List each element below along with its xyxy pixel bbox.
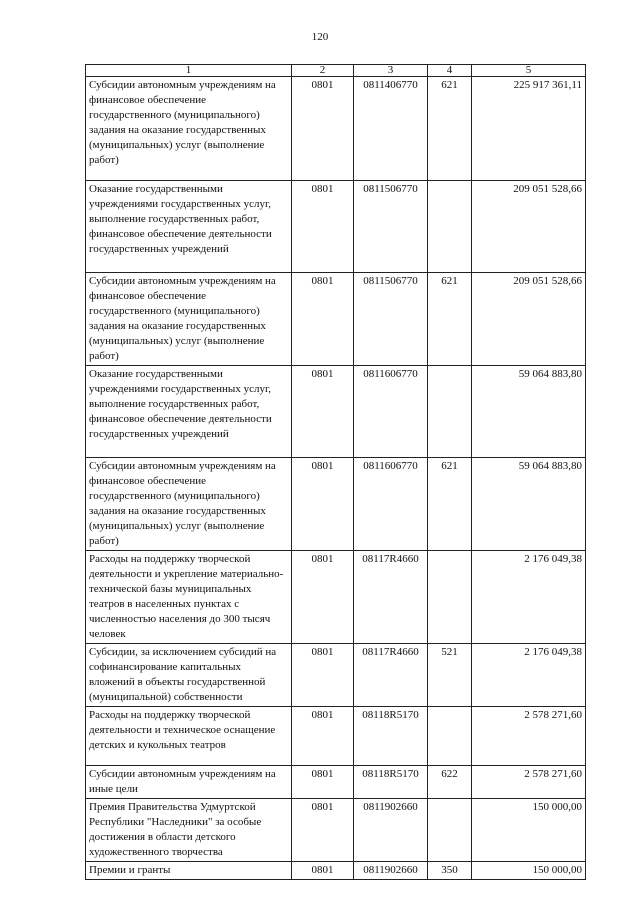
- row-amount: 2 578 271,60: [472, 766, 586, 799]
- row-name: Субсидии автономным учреждениям на финансовое обеспечение государственного (муниципального) задания на оказание государственных (муниципальных) услуг (выполнение работ): [86, 458, 292, 551]
- row-target: 08118R5170: [354, 766, 428, 799]
- row-target: 0811606770: [354, 366, 428, 458]
- row-name: Субсидии автономным учреждениям на финансовое обеспечение государственного (муниципального) задания на оказание государственных (муниципальных) услуг (выполнение работ): [86, 273, 292, 366]
- row-section: 0801: [292, 862, 354, 880]
- row-type: 621: [428, 273, 472, 366]
- table-row: [86, 766, 586, 799]
- table-row: [86, 799, 586, 862]
- table-row: [86, 77, 586, 181]
- row-amount: 150 000,00: [472, 862, 586, 880]
- row-amount: 59 064 883,80: [472, 366, 586, 458]
- row-amount: 209 051 528,66: [472, 181, 586, 273]
- row-name: Оказание государственными учреждениями государственных услуг, выполнение государственных работ, финансовое обеспечение деятельности государственных учреждений: [86, 181, 292, 273]
- row-name: Расходы на поддержку творческой деятельности и техническое оснащение детских и кукольных театров: [86, 707, 292, 766]
- row-target: 0811902660: [354, 799, 428, 862]
- row-amount: 59 064 883,80: [472, 458, 586, 551]
- row-target: 0811902660: [354, 862, 428, 880]
- row-section: 0801: [292, 644, 354, 707]
- budget-table: [85, 64, 586, 880]
- row-type: [428, 181, 472, 273]
- row-name: Премии и гранты: [86, 862, 292, 880]
- row-section: 0801: [292, 766, 354, 799]
- row-amount: 2 578 271,60: [472, 707, 586, 766]
- table-row: [86, 551, 586, 644]
- row-target: 08118R5170: [354, 707, 428, 766]
- table-row: [86, 181, 586, 273]
- row-type: [428, 366, 472, 458]
- row-name: Премия Правительства Удмуртской Республики "Наследники" за особые достижения в области детского художественного творчества: [86, 799, 292, 862]
- row-type: 350: [428, 862, 472, 880]
- row-type: 621: [428, 458, 472, 551]
- table-row: [86, 458, 586, 551]
- row-name: Субсидии, за исключением субсидий на софинансирование капитальных вложений в объекты государственной (муниципальной) собственности: [86, 644, 292, 707]
- row-amount: 2 176 049,38: [472, 551, 586, 644]
- header-col-1: 1: [86, 65, 292, 77]
- table-row: [86, 707, 586, 766]
- row-section: 0801: [292, 77, 354, 181]
- row-target: 0811406770: [354, 77, 428, 181]
- table-row: [86, 644, 586, 707]
- row-section: 0801: [292, 551, 354, 644]
- header-row: [86, 65, 586, 77]
- row-section: 0801: [292, 366, 354, 458]
- row-type: [428, 551, 472, 644]
- row-section: 0801: [292, 458, 354, 551]
- row-type: [428, 707, 472, 766]
- row-type: 521: [428, 644, 472, 707]
- row-amount: 209 051 528,66: [472, 273, 586, 366]
- header-col-2: 2: [292, 65, 354, 77]
- page-number: 120: [311, 31, 329, 43]
- row-target: 08117R4660: [354, 644, 428, 707]
- row-name: Оказание государственными учреждениями государственных услуг, выполнение государственных работ, финансовое обеспечение деятельности государственных учреждений: [86, 366, 292, 458]
- row-section: 0801: [292, 707, 354, 766]
- row-name: Расходы на поддержку творческой деятельности и укрепление материально-технической базы муниципальных театров в населенных пунктах с численностью населения до 300 тысяч человек: [86, 551, 292, 644]
- row-type: 621: [428, 77, 472, 181]
- row-target: 08117R4660: [354, 551, 428, 644]
- header-col-4: 4: [428, 65, 472, 77]
- row-type: 622: [428, 766, 472, 799]
- header-col-5: 5: [472, 65, 586, 77]
- row-target: 0811506770: [354, 181, 428, 273]
- row-name: Субсидии автономным учреждениям на финансовое обеспечение государственного (муниципального) задания на оказание государственных (муниципальных) услуг (выполнение работ): [86, 77, 292, 181]
- row-amount: 225 917 361,11: [472, 77, 586, 181]
- row-name: Субсидии автономным учреждениям на иные цели: [86, 766, 292, 799]
- table-row: [86, 273, 586, 366]
- table-row: [86, 862, 586, 880]
- table-row: [86, 366, 586, 458]
- row-target: 0811506770: [354, 273, 428, 366]
- row-target: 0811606770: [354, 458, 428, 551]
- row-section: 0801: [292, 799, 354, 862]
- row-section: 0801: [292, 181, 354, 273]
- row-type: [428, 799, 472, 862]
- row-section: 0801: [292, 273, 354, 366]
- row-amount: 2 176 049,38: [472, 644, 586, 707]
- row-amount: 150 000,00: [472, 799, 586, 862]
- header-col-3: 3: [354, 65, 428, 77]
